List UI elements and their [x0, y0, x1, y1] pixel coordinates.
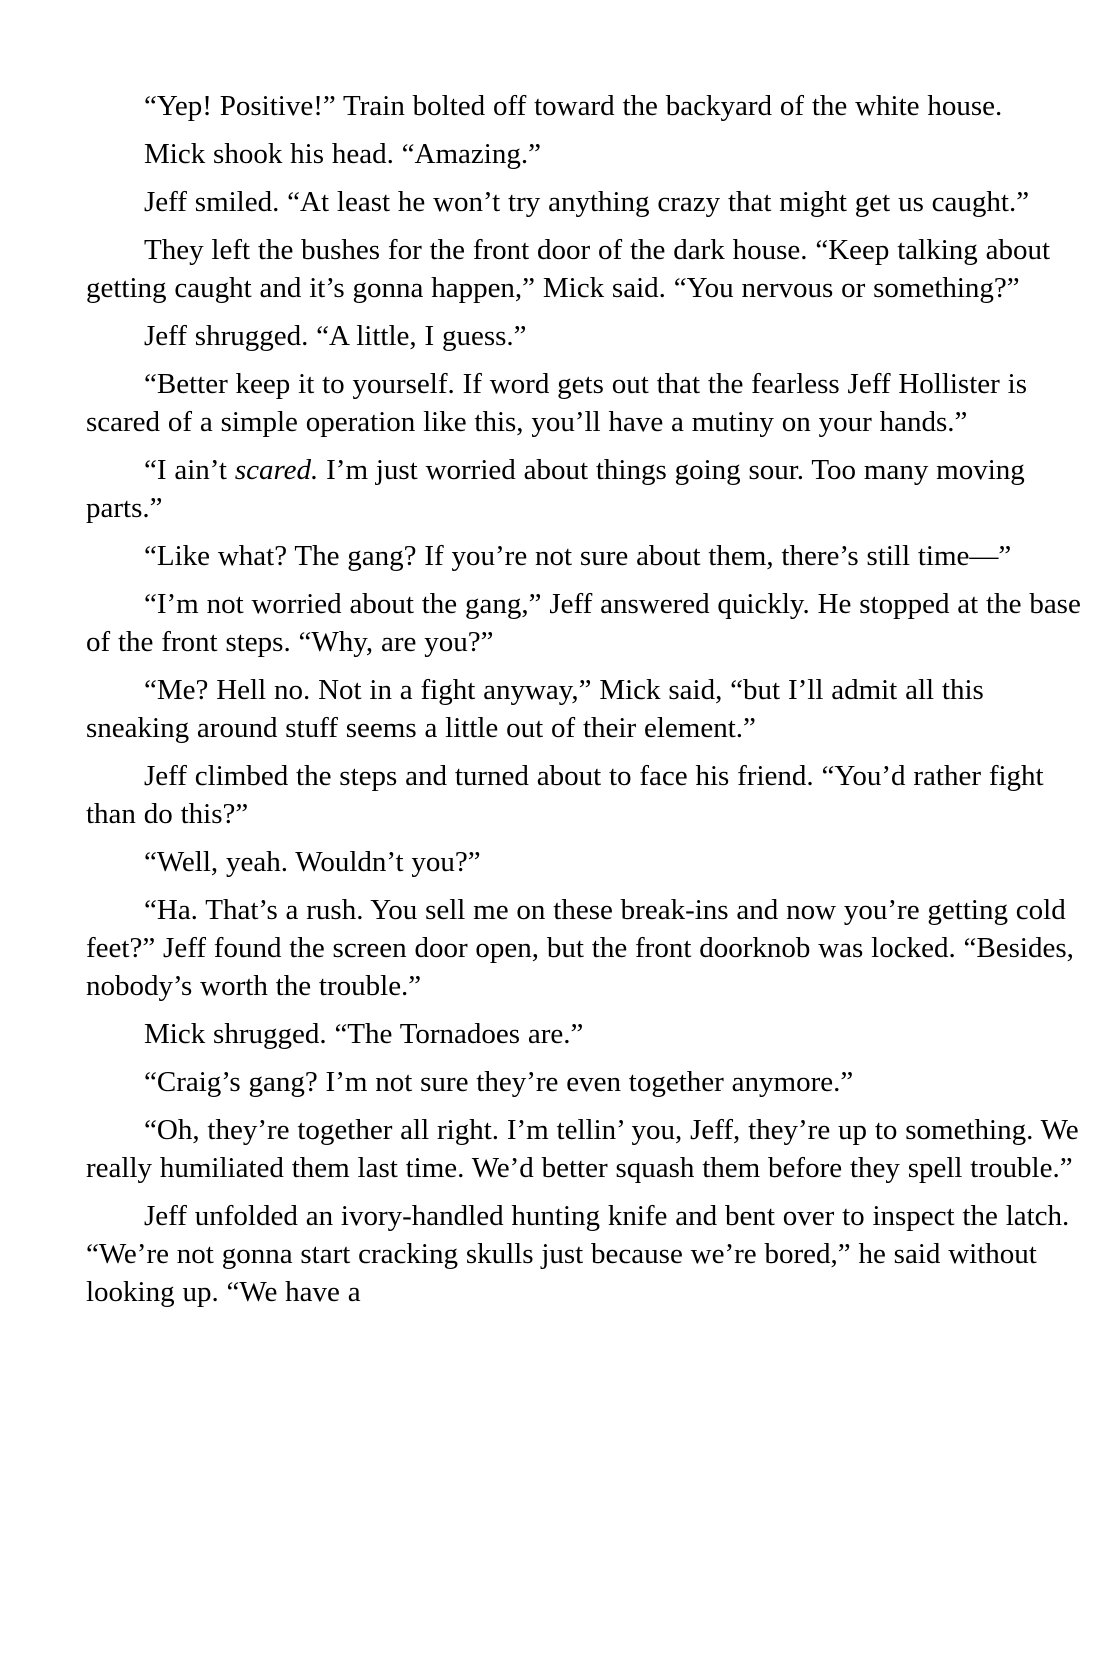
paragraph-4: They left the bushes for the front door of the dark house. “Keep talking about getting caught and it’s gonna happen,” Mick said. “You nervous or something?” — [86, 234, 1051, 304]
paragraph-14: Mick shrugged. “The Tornadoes are.” — [144, 1018, 584, 1050]
paragraph-7 — [86, 451, 1084, 527]
paragraph-16: “Oh, they’re together all right. I’m tellin’ you, Jeff, they’re up to something. We really humiliated them last time. We’d better squash them before they spell trouble.” — [86, 1114, 1079, 1184]
paragraph-3: Jeff smiled. “At least he won’t try anything crazy that might get us caught.” — [144, 186, 1030, 218]
paragraph-7-emphasized-word: scared. — [234, 454, 319, 486]
paragraph-5: Jeff shrugged. “A little, I guess.” — [144, 320, 527, 352]
paragraph-6: “Better keep it to yourself. If word gets out that the fearless Jeff Hollister is scared of a simple operation like this, you’ll have a mutiny on your hands.” — [86, 368, 1027, 438]
paragraph-10: “Me? Hell no. Not in a fight anyway,” Mick said, “but I’ll admit all this sneaking around stuff seems a little out of their element.” — [86, 674, 984, 744]
paragraph-12: “Well, yeah. Wouldn’t you?” — [144, 846, 481, 878]
paragraph-8: “Like what? The gang? If you’re not sure about them, there’s still time—” — [144, 540, 1012, 572]
paragraph-1: “Yep! Positive!” Train bolted off toward the backyard of the white house. — [144, 90, 1003, 122]
paragraph-13: “Ha. That’s a rush. You sell me on these break-ins and now you’re getting cold feet?” Jeff found the screen door open, but the front doorknob was locked. “Besides, nobody’s worth the trouble.” — [86, 894, 1074, 1002]
paragraph-11: Jeff climbed the steps and turned about to face his friend. “You’d rather fight than do this?” — [86, 760, 1044, 830]
paragraph-9: “I’m not worried about the gang,” Jeff answered quickly. He stopped at the base of the front steps. “Why, are you?” — [86, 588, 1081, 658]
paragraph-15: “Craig’s gang? I’m not sure they’re even together anymore.” — [144, 1066, 854, 1098]
paragraph-2: Mick shook his head. “Amazing.” — [144, 138, 541, 170]
paragraph-17: Jeff unfolded an ivory-handled hunting knife and bent over to inspect the latch. “We’re not gonna start cracking skulls just because we’re bored,” he said without looking up. “We have a — [86, 1200, 1070, 1308]
paragraph-7-segment-2: I’m just worried about things going sour. Too many moving parts.” — [86, 454, 1025, 524]
paragraph-7-segment-1: “I ain’t — [144, 454, 235, 486]
